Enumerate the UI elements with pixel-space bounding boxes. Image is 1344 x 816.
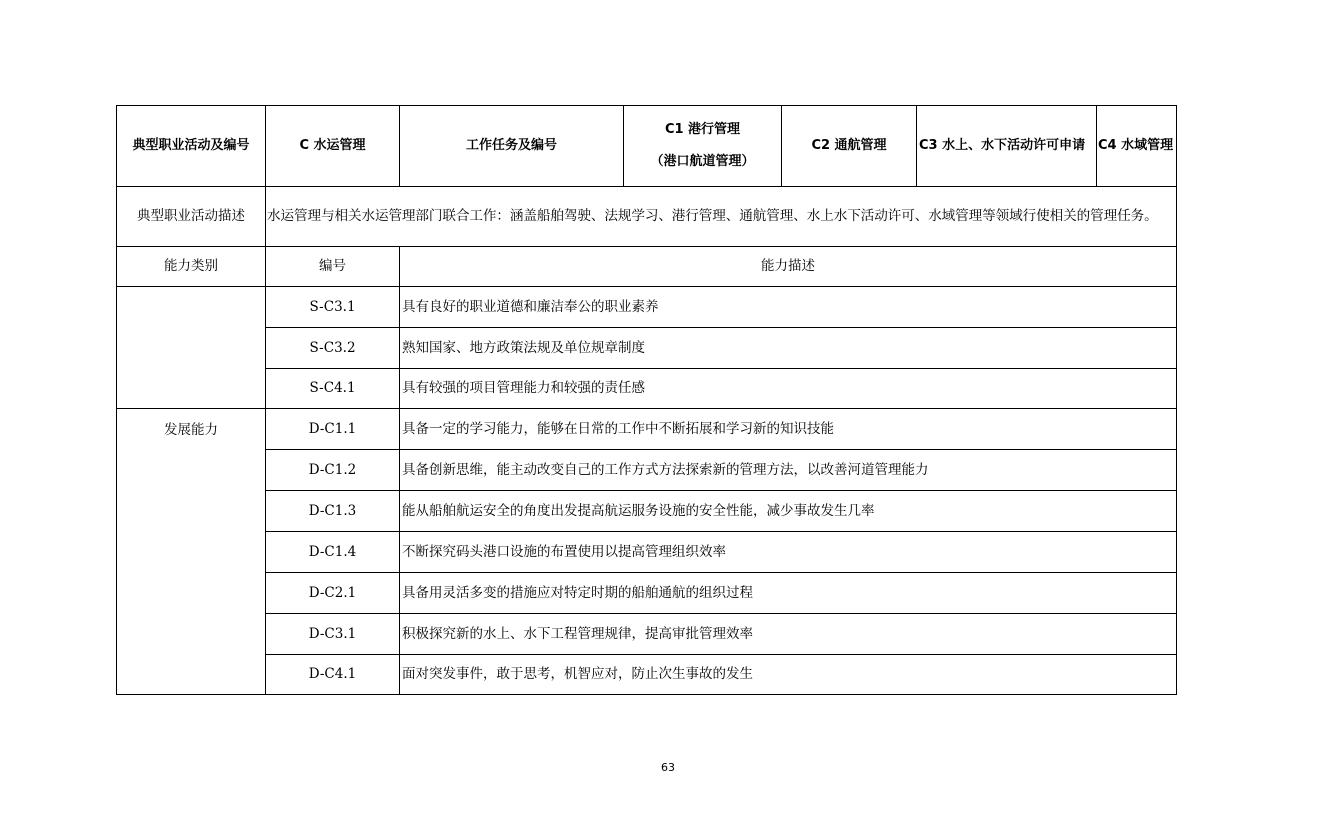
ability-description: 能从船舶航运安全的角度出发提高航运服务设施的安全性能，减少事故发生几率 <box>400 491 1177 532</box>
ability-row <box>117 532 1177 573</box>
ability-category: 发展能力 <box>117 409 266 695</box>
ability-header-row <box>117 247 1177 287</box>
ability-code-header: 编号 <box>266 247 400 287</box>
task-c1-subtitle: （港口航道管理） <box>650 154 755 169</box>
activity-code: C 水运管理 <box>266 106 400 187</box>
ability-description: 具备创新思维，能主动改变自己的工作方式方法探索新的管理方法，以改善河道管理能力 <box>400 450 1177 491</box>
ability-description: 具备一定的学习能力，能够在日常的工作中不断拓展和学习新的知识技能 <box>400 409 1177 450</box>
ability-row <box>117 287 1177 328</box>
ability-description: 具有良好的职业道德和廉洁奉公的职业素养 <box>400 287 1177 328</box>
ability-description: 具备用灵活多变的措施应对特定时期的船舶通航的组织过程 <box>400 573 1177 614</box>
ability-description: 熟知国家、地方政策法规及单位规章制度 <box>400 328 1177 369</box>
task-c2: C2 通航管理 <box>782 106 917 187</box>
ability-row <box>117 409 1177 450</box>
ability-row <box>117 328 1177 369</box>
ability-description: 面对突发事件，敢于思考，机智应对，防止次生事故的发生 <box>400 655 1177 695</box>
ability-code: D-C2.1 <box>266 573 400 614</box>
ability-category-header: 能力类别 <box>117 247 266 287</box>
ability-description: 具有较强的项目管理能力和较强的责任感 <box>400 369 1177 409</box>
header-row <box>117 106 1177 187</box>
activity-description-text: 水运管理与相关水运管理部门联合工作：涵盖船舶驾驶、法规学习、港行管理、通航管理、水上水下活动许可、水域管理等领域行使相关的管理任务。 <box>266 187 1177 247</box>
ability-code: S-C4.1 <box>266 369 400 409</box>
ability-code: S-C3.1 <box>266 287 400 328</box>
ability-description-header: 能力描述 <box>400 247 1177 287</box>
competency-table <box>116 105 1177 695</box>
ability-row <box>117 573 1177 614</box>
activity-description-row <box>117 187 1177 247</box>
task-label: 工作任务及编号 <box>400 106 624 187</box>
ability-row <box>117 655 1177 695</box>
activity-description-label: 典型职业活动描述 <box>117 187 266 247</box>
task-c4: C4 水域管理 <box>1097 106 1177 187</box>
activity-label: 典型职业活动及编号 <box>117 106 266 187</box>
ability-row <box>117 614 1177 655</box>
task-c3: C3 水上、水下活动许可申请 <box>917 106 1097 187</box>
task-c1-title: C1 港行管理 <box>664 121 741 137</box>
ability-code: D-C1.1 <box>266 409 400 450</box>
ability-row <box>117 369 1177 409</box>
ability-code: D-C1.4 <box>266 532 400 573</box>
ability-description: 积极探究新的水上、水下工程管理规律，提高审批管理效率 <box>400 614 1177 655</box>
ability-code: D-C4.1 <box>266 655 400 695</box>
ability-category <box>117 287 266 409</box>
page-number: 63 <box>661 761 675 774</box>
ability-description: 不断探究码头港口设施的布置使用以提高管理组织效率 <box>400 532 1177 573</box>
ability-row <box>117 491 1177 532</box>
ability-row <box>117 450 1177 491</box>
task-c1 <box>624 106 782 187</box>
ability-code: D-C1.3 <box>266 491 400 532</box>
ability-code: D-C1.2 <box>266 450 400 491</box>
ability-code: D-C3.1 <box>266 614 400 655</box>
ability-code: S-C3.2 <box>266 328 400 369</box>
